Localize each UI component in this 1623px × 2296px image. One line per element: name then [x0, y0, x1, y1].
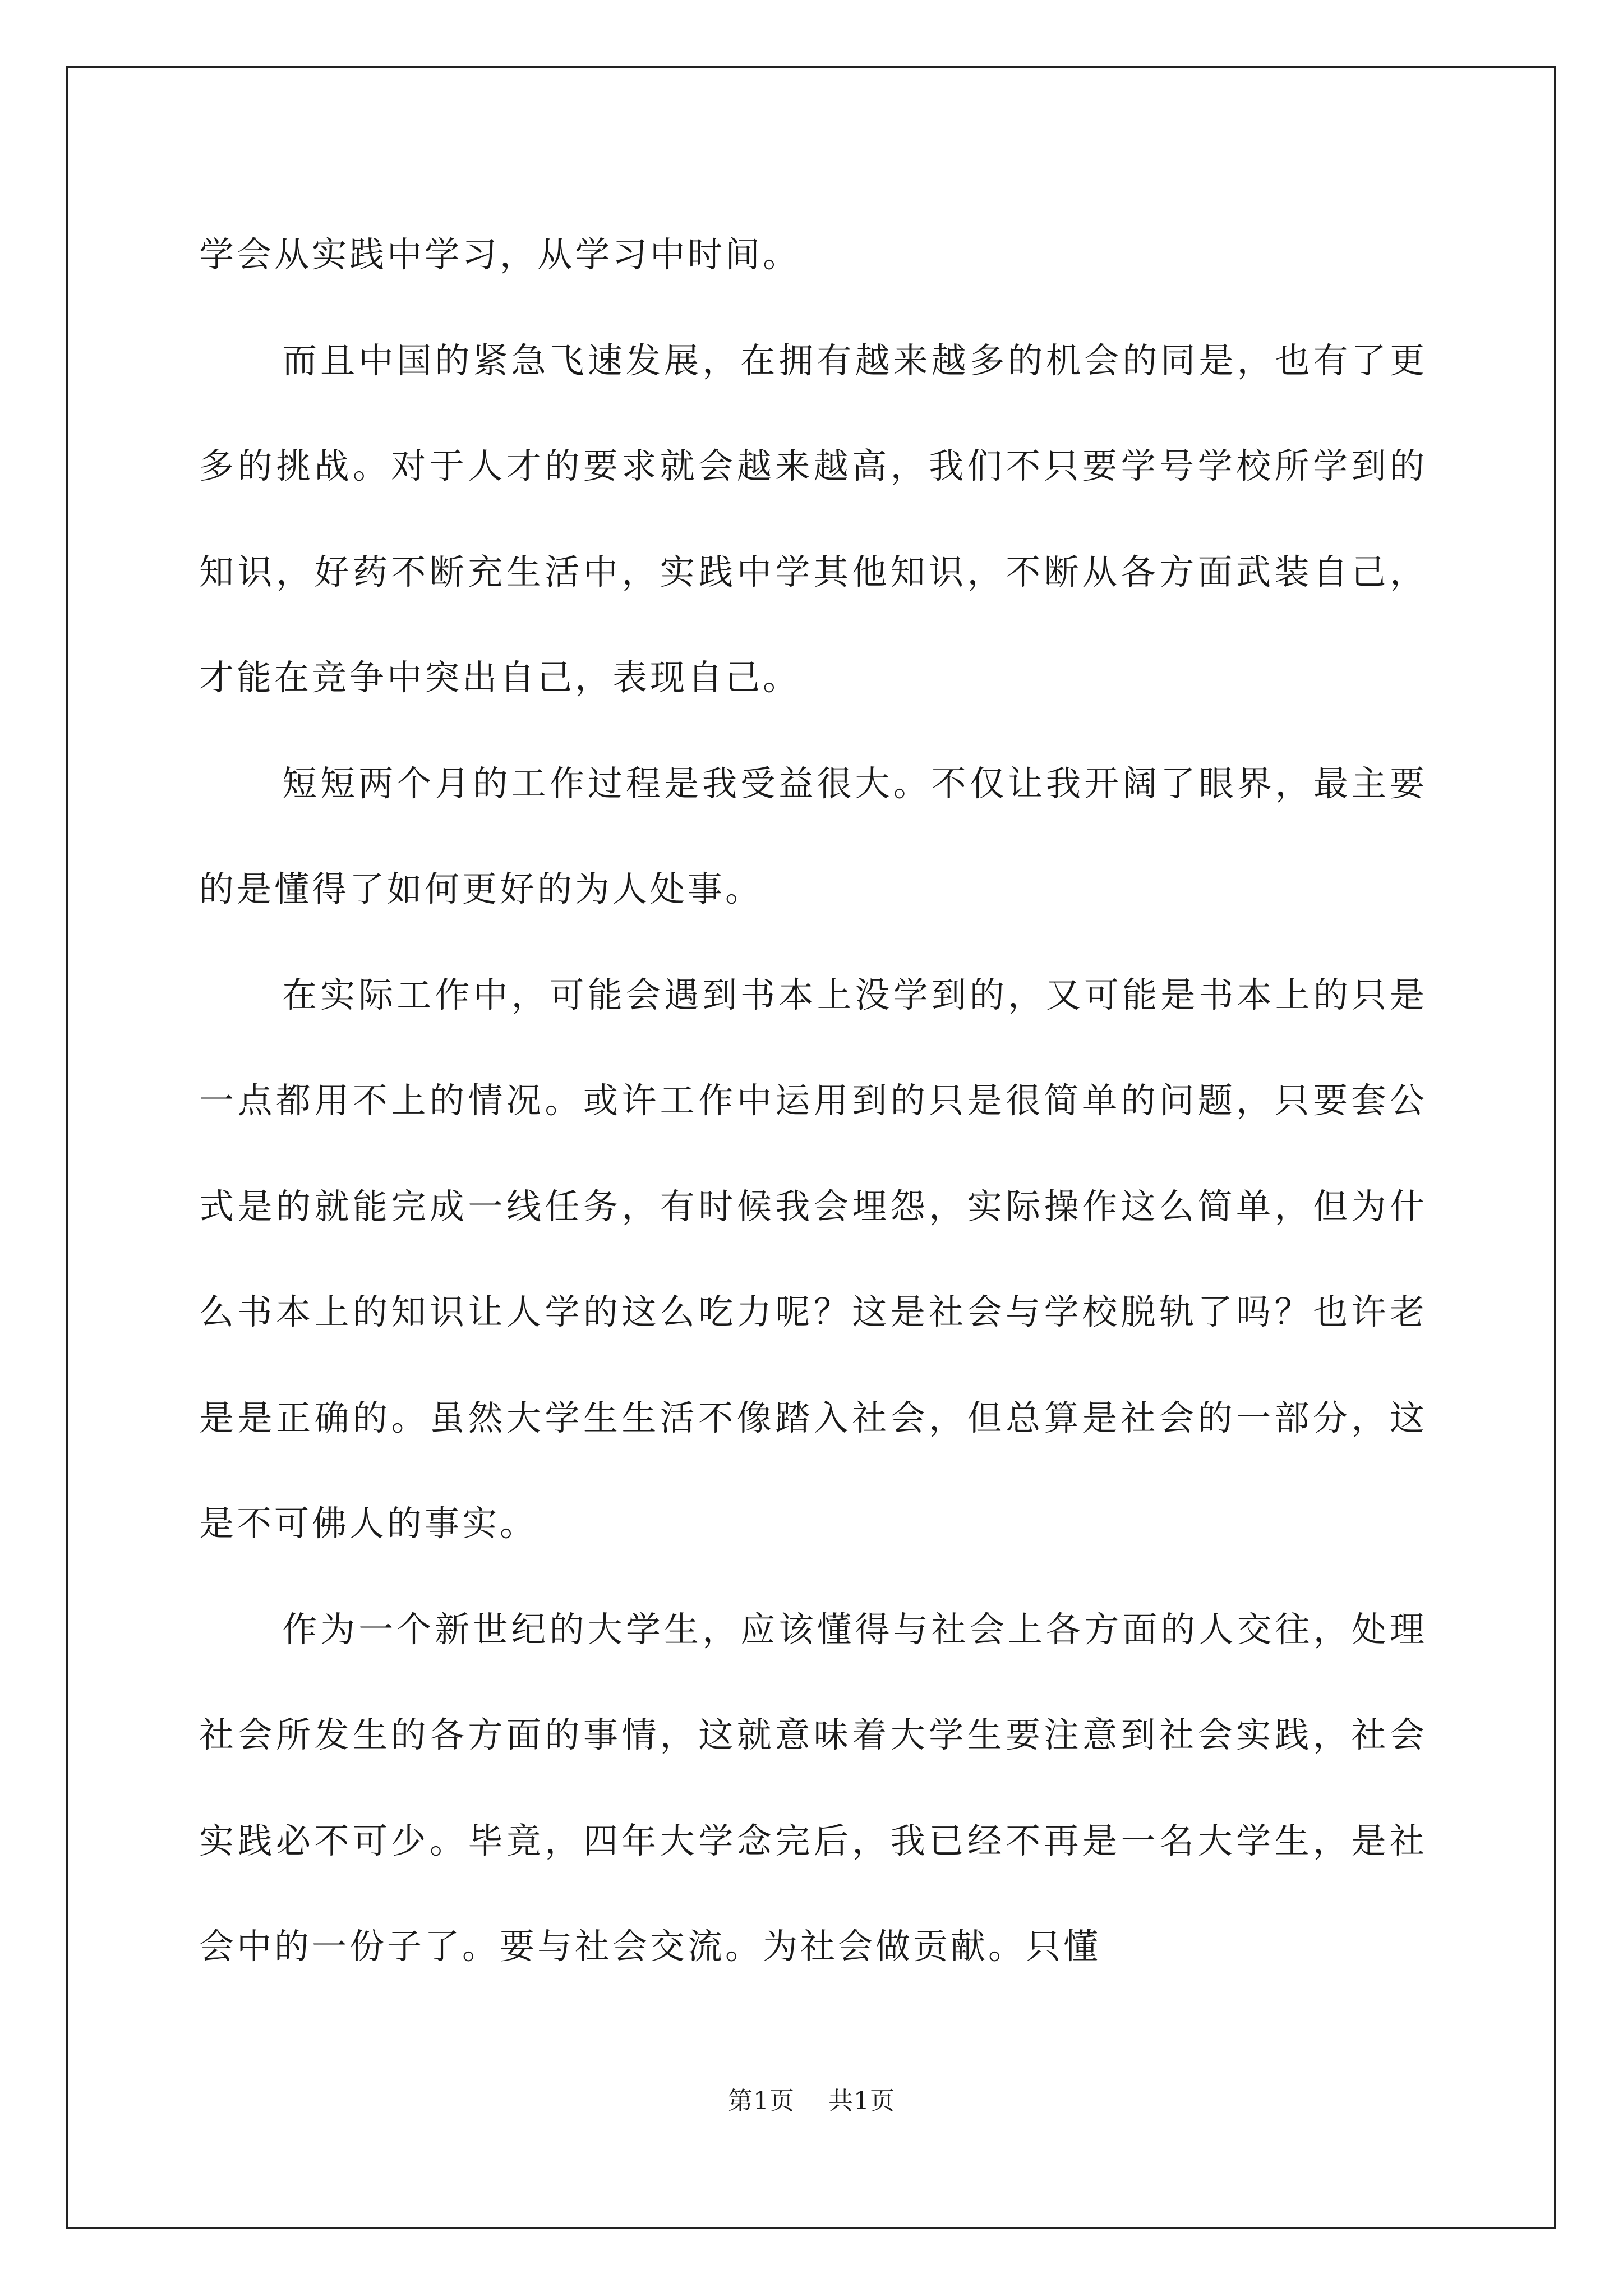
page-total: 共1页 — [828, 2087, 895, 2115]
paragraph-4: 在实际工作中，可能会遇到书本上没学到的，又可能是书本上的只是一点都用不上的情况。或许工作中运用到的只是很简单的问题，只要套公式是的就能完成一线任务，有时候我会埋怨，实际操作这么简单，但为什么书本上的知识让人学的这么吃力呢？这是社会与学校脱轨了吗？也许老是是正确的。虽然大学生生活不像踏入社会，但总算是社会的一部分，这是不可佛人的事实。 — [199, 974, 1427, 1544]
paragraph-3: 短短两个月的工作过程是我受益很大。不仅让我开阔了眼界，最主要的是懂得了如何更好的为人处事。 — [199, 762, 1427, 909]
paragraph-2: 而且中国的紧急飞速发展，在拥有越来越多的机会的同是，也有了更多的挑战。对于人才的要求就会越来越高，我们不只要学号学校所学到的知识，好药不断充生活中，实践中学其他知识，不断从各方面武装自己，才能在竞争中突出自己，表现自己。 — [199, 339, 1427, 698]
document-body — [199, 202, 1427, 2000]
page-number: 第1页 — [728, 2087, 795, 2115]
paragraph-1: 学会从实践中学习，从学习中时间。 — [199, 234, 801, 275]
footer-separator — [795, 2087, 828, 2115]
page-footer — [0, 2085, 1623, 2118]
paragraph-5: 作为一个新世纪的大学生，应该懂得与社会上各方面的人交往，处理社会所发生的各方面的事情，这就意味着大学生要注意到社会实践，社会实践必不可少。毕竟，四年大学念完后，我已经不再是一名大学生，是社会中的一份子了。要与社会交流。为社会做贡献。只懂 — [199, 1608, 1427, 1967]
